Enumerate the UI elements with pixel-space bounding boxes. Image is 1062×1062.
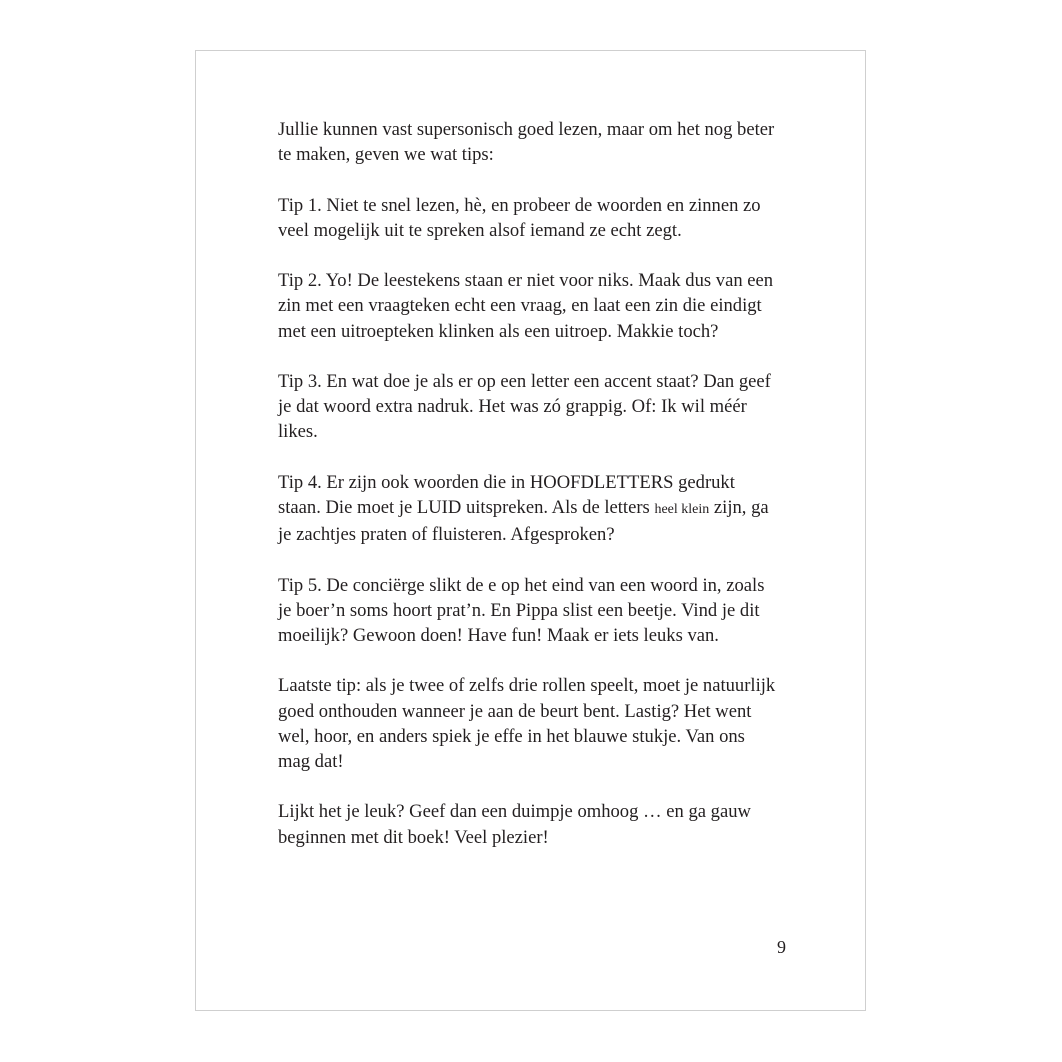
text-line: Tip 2. Yo! De leestekens staan er niet voor niks. Maak dus van een (278, 270, 774, 292)
small-text: heel klein (654, 501, 710, 517)
text-line: Tip 1. Niet te snel lezen, hè, en probeer de woorden en zinnen zo (278, 194, 761, 216)
text-line: je boer’n soms hoort prat’n. En Pippa slist een beetje. Vind je dit (278, 599, 760, 621)
text-line: moeilijk? Gewoon doen! Have fun! Maak er iets leuks van. (278, 624, 719, 646)
text-line: je zachtjes praten of fluisteren. Afgesproken? (278, 524, 615, 546)
text-line: goed onthouden wanneer je aan de beurt bent. Lastig? Het went (278, 700, 752, 722)
tip-3-paragraph (278, 369, 798, 445)
text-line: Lijkt het je leuk? Geef dan een duimpje omhoog … en ga gauw (278, 801, 751, 823)
tip-5-paragraph (278, 573, 798, 649)
tip-2-paragraph (278, 268, 798, 344)
text-line: zijn, ga (709, 496, 769, 518)
text-line: Tip 5. De conciërge slikt de e op het eind van een woord in, zoals (278, 574, 765, 596)
text-line: te maken, geven we wat tips: (278, 144, 494, 166)
intro-paragraph (278, 117, 798, 167)
text-line: zin met een vraagteken echt een vraag, en laat een zin die eindigt (278, 295, 762, 317)
text-line: je dat woord extra nadruk. Het was zó grappig. Of: Ik wil méér (278, 396, 747, 418)
text-line: mag dat! (278, 750, 344, 772)
text-line: veel mogelijk uit te spreken alsof iemand ze echt zegt. (278, 219, 682, 241)
book-page (195, 50, 866, 1011)
text-line: beginnen met dit boek! Veel plezier! (278, 826, 549, 848)
text-line: Tip 4. Er zijn ook woorden die in HOOFDLETTERS gedrukt (278, 471, 735, 493)
text-line: wel, hoor, en anders spiek je effe in het blauwe stukje. Van ons (278, 725, 745, 747)
text-line: met een uitroepteken klinken als een uitroep. Makkie toch? (278, 320, 719, 342)
text-line: Laatste tip: als je twee of zelfs drie rollen speelt, moet je natuurlijk (278, 675, 776, 697)
text-line: Tip 3. En wat doe je als er op een letter een accent staat? Dan geef (278, 370, 771, 392)
last-tip-paragraph (278, 673, 798, 774)
closing-paragraph (278, 799, 798, 849)
text-line: Jullie kunnen vast supersonisch goed lezen, maar om het nog beter (278, 119, 775, 140)
tip-4-paragraph (278, 470, 798, 548)
tip-1-paragraph (278, 193, 798, 243)
text-line: staan. Die moet je LUID uitspreken. Als de letters (278, 496, 655, 518)
page-text (278, 117, 798, 875)
text-line: likes. (278, 421, 318, 443)
page-number: 9 (777, 937, 786, 957)
